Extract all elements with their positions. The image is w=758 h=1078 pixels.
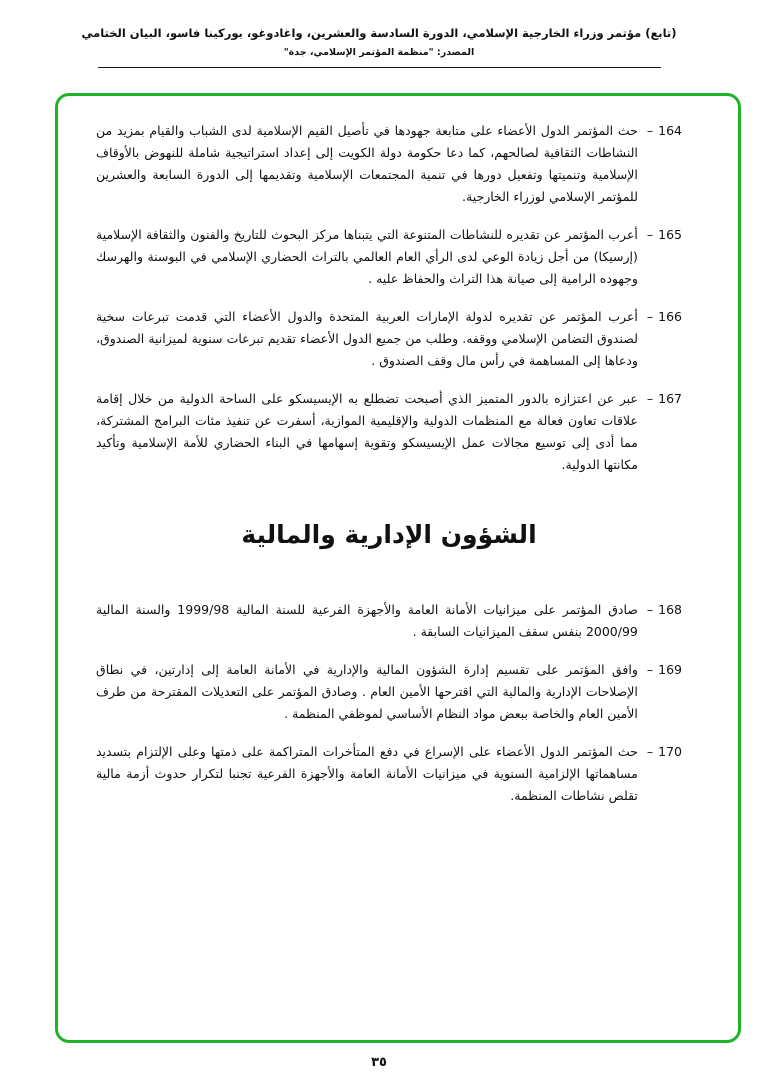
paragraph-dash: –: [646, 227, 654, 242]
content-border-frame: [55, 93, 741, 1043]
paragraph-text: صادق المؤتمر على ميزانيات الأمانة العامة والأجهزة الفرعية للسنة المالية 1999/98 والسنة المالية 2000/99 بنفس سقف الميزانيات السابقة .: [96, 602, 638, 639]
section-heading-admin-financial: الشؤون الإدارية والمالية: [241, 520, 537, 549]
paragraph-text: وافق المؤتمر على تقسيم إدارة الشؤون المالية والإدارية في الأمانة العامة إلى إدارتين، في نطاق الإصلاحات الإدارية والمالية التي اقترحها الأمين العام . وصادق المؤتمر على التعديلات المقترحة من طرف الأمين العام والخاصة ببعض مواد النظام الأساسي لموظفي المنظمة .: [96, 662, 638, 721]
paragraph-dash: –: [646, 123, 654, 138]
section-admin-financial: [96, 599, 682, 807]
paragraph-text: أعرب المؤتمر عن تقديره لدولة الإمارات العربية المتحدة والدول الأعضاء التي قدمت تبرعات سخية لصندوق التضامن الإسلامي ووقفه. وطلب من جميع الدول الأعضاء تقديم تبرعات سنوية لميزانية الصندوق، ودعاها إلى المساهمة في رأس مال وقف الصندوق .: [96, 309, 638, 368]
paragraph-165: [96, 224, 682, 290]
paragraph-text: عبر عن اعتزازه بالدور المتميز الذي أصبحت تضطلع به الإيسيسكو على الساحة الدولية من خلال إقامة علاقات تعاون فعالة مع المنظمات الدولية والإقليمية الموازية، أسفرت عن تنفيذ مئات البرامج المشتركة، مما أدى إلى توسيع مجالات عمل الإيسيسكو وتقوية إسهامها في البناء الحضاري للأمة الإسلامية وتأكيد مكانتها الدولية.: [96, 391, 638, 472]
paragraph-number: 164: [658, 123, 682, 138]
paragraph-dash: –: [646, 744, 654, 759]
paragraph-dash: –: [646, 309, 654, 324]
paragraph-number: 166: [658, 309, 682, 324]
paragraph-text: حث المؤتمر الدول الأعضاء على متابعة جهودها في تأصيل القيم الإسلامية لدى الشباب والقيام بمزيد من النشاطات الثقافية لصالحهم، كما دعا حكومة دولة الكويت إلى إعداد استراتيجية شاملة للنهوض بالأوقاف الإسلامية وتنميتها وتفعيل دورها في تنمية المجتمعات الإسلامية وتقديمها إلى الدورة السابعة والعشرين للمؤتمر الإسلامي لوزراء الخارجية.: [96, 123, 638, 204]
paragraph-text: أعرب المؤتمر عن تقديره للنشاطات المتنوعة التي يتبناها مركز البحوث للتاريخ والفنون والثقافة الإسلامية (إرسيكا) من أجل زيادة الوعي لدى الرأي العام العالمي بالتراث الحضاري الإسلامي في البوسنة والهرسك وجهوده الرامية إلى صيانة هذا التراث والحفاظ عليه .: [96, 227, 638, 286]
paragraph-number: 165: [658, 227, 682, 242]
document-header: [0, 26, 758, 68]
paragraph-170: [96, 741, 682, 807]
paragraph-168: [96, 599, 682, 643]
paragraph-number: 170: [658, 744, 682, 759]
page-number: ٣٥: [371, 1055, 387, 1070]
paragraph-text: حث المؤتمر الدول الأعضاء على الإسراع في دفع المتأخرات المتراكمة على ذمتها وعلى الإلتزام بتسديد مساهماتها الإلزامية السنوية في ميزانيات الأمانة العامة والأجهزة الفرعية تجنبا لتكرار حدوث أزمة مالية تقلص نشاطات المنظمة.: [96, 744, 638, 803]
section-cultural-resolutions: [96, 120, 682, 476]
paragraph-169: [96, 659, 682, 725]
paragraph-167: [96, 388, 682, 476]
header-divider: [98, 67, 661, 68]
paragraph-dash: –: [646, 662, 654, 677]
paragraph-number: 169: [658, 662, 682, 677]
paragraph-number: 167: [658, 391, 682, 406]
paragraph-dash: –: [646, 391, 654, 406]
document-source: المصدر: "منظمة المؤتمر الإسلامي، جدة": [283, 47, 475, 58]
paragraph-number: 168: [658, 602, 682, 617]
paragraph-dash: –: [646, 602, 654, 617]
paragraph-166: [96, 306, 682, 372]
document-title: (تابع) مؤتمر وزراء الخارجية الإسلامي، الدورة السادسة والعشرين، واغادوغو، بوركينا فاسو، البيان الختامي: [81, 26, 677, 40]
paragraph-164: [96, 120, 682, 208]
